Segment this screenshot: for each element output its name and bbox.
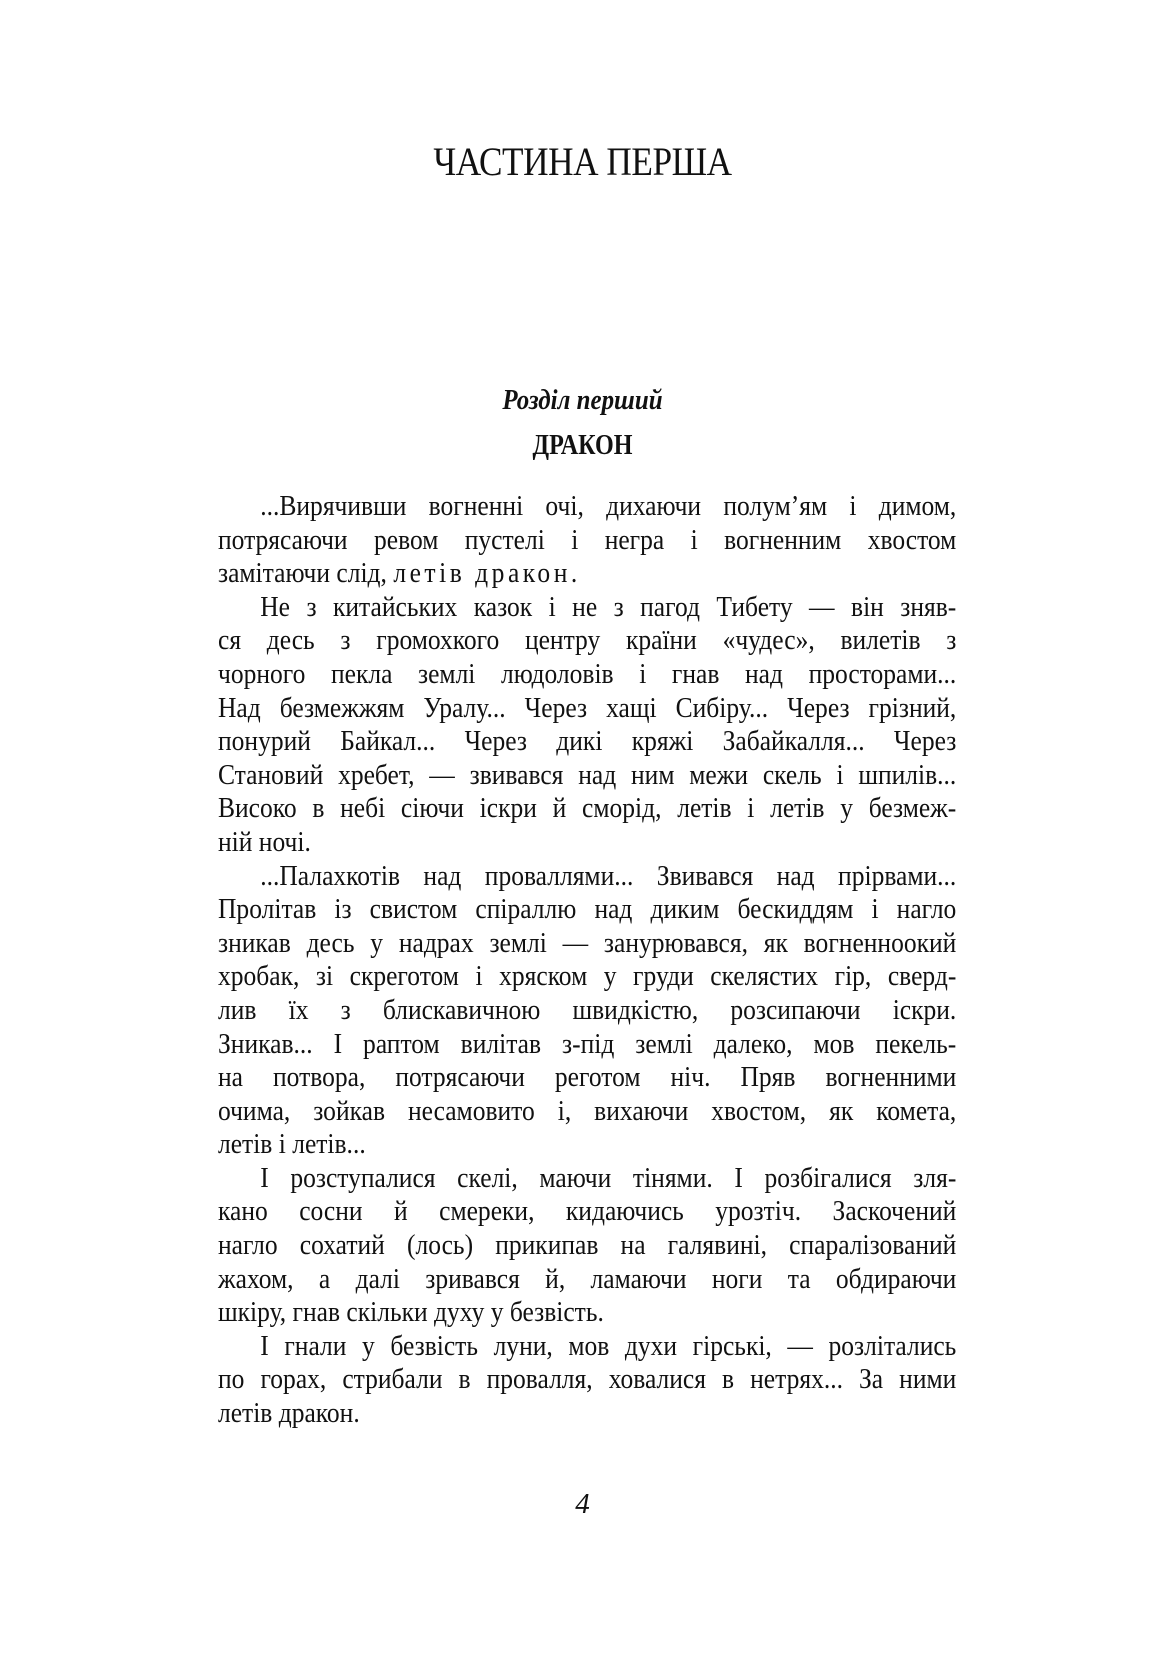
text-line: ...Палахкотів над проваллями... Звивався над прірвами... bbox=[260, 859, 957, 892]
text-line: Високо в небі сіючи іскри й сморід, летів і летів у безмеж- bbox=[218, 792, 957, 825]
text-line bbox=[218, 557, 956, 591]
text-line: І розступалися скелі, маючи тінями. І розбігалися зля- bbox=[260, 1161, 957, 1194]
text-line: Не з китайських казок і не з пагод Тибету — він зняв- bbox=[260, 590, 957, 623]
text-line: очима, зойкав несамовито і, вихаючи хвостом, як комета, bbox=[218, 1094, 957, 1127]
text-line: на потвора, потрясаючи реготом ніч. Пряв вогненними bbox=[218, 1061, 957, 1094]
text-line: І гнали у безвість луни, мов духи гірські, — розлітались bbox=[260, 1329, 957, 1362]
chapter-label: Розділ перший bbox=[502, 384, 663, 416]
text-line: понурий Байкал... Через дикі кряжі Забайкалля... Через bbox=[218, 725, 957, 758]
text-line: зникав десь у надрах землі — занурювався, як вогненноокий bbox=[218, 926, 957, 959]
text-line: летів дракон. bbox=[218, 1397, 360, 1430]
text-line: ній ночі. bbox=[218, 825, 311, 858]
paragraph bbox=[218, 1162, 956, 1330]
part-title: ЧАСТИНА ПЕРША bbox=[433, 139, 732, 184]
paragraph bbox=[218, 860, 956, 1162]
text-line: лив їх з блискавичною швидкістю, розсипаючи іскри. bbox=[218, 993, 957, 1026]
text-line: кано сосни й смереки, кидаючись урозтіч. Заскочений bbox=[218, 1195, 957, 1228]
text-line: хробак, зі скреготом і хряском у груди скелястих гір, сверд- bbox=[218, 960, 957, 993]
text-line: Над безмежжям Уралу... Через хащі Сибіру... Через грізний, bbox=[218, 691, 957, 724]
page-number: 4 bbox=[575, 1488, 590, 1520]
text-line: шкіру, гнав скільки духу у безвість. bbox=[218, 1296, 604, 1329]
text-line: Становий хребет, — звивався над ним межи скель і шпилів... bbox=[218, 758, 957, 791]
text-line: летів і летів... bbox=[218, 1128, 366, 1161]
text-line: Зникав... І раптом вилітав з-під землі далеко, мов пекель- bbox=[218, 1027, 957, 1060]
paragraph bbox=[218, 490, 956, 591]
emphasized-text: летів дракон. bbox=[393, 557, 581, 590]
text-line: жахом, а далі зривався й, ламаючи ноги та обдираючи bbox=[218, 1262, 957, 1295]
body-text bbox=[218, 490, 956, 1431]
text-line: нагло сохатий (лось) прикипав на галявині, спаралізований bbox=[218, 1229, 957, 1262]
chapter-title: ДРАКОН bbox=[532, 430, 633, 461]
paragraph bbox=[218, 1330, 956, 1431]
paragraph bbox=[218, 591, 956, 860]
text-line: по горах, стрибали в провалля, ховалися в нетрях... За ними bbox=[218, 1363, 957, 1396]
text-line: Пролітав із свистом спіраллю над диким бескиддям і нагло bbox=[218, 893, 957, 926]
text-line: чорного пекла землі людоловів і гнав над просторами... bbox=[218, 657, 957, 690]
text-line: ся десь з громохкого центру країни «чудес», вилетів з bbox=[218, 624, 957, 657]
text-run: замітаючи слід, bbox=[218, 557, 394, 590]
text-line: ...Вирячивши вогненні очі, дихаючи полум’ям і димом, bbox=[260, 490, 957, 522]
text-line: потрясаючи ревом пустелі і негра і вогненним хвостом bbox=[218, 523, 957, 556]
